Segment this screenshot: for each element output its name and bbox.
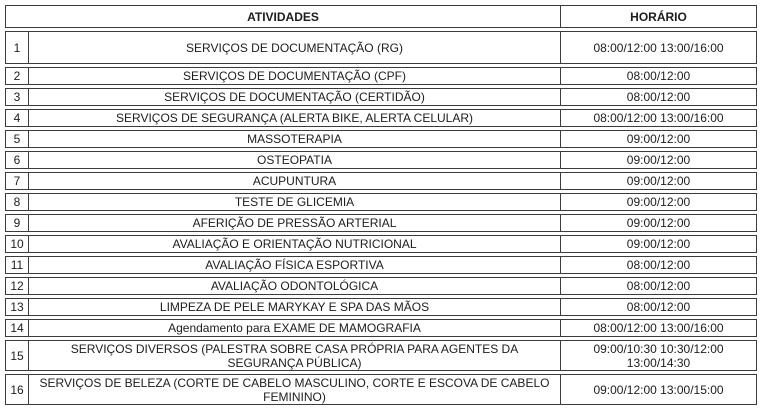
row-number: 7: [6, 173, 29, 189]
schedule-time: 09:00/10:30 10:30/12:00 13:00/14:30: [560, 341, 756, 370]
schedule-time: 08:00/12:00: [560, 257, 756, 273]
row-number: 8: [6, 194, 29, 210]
activity-name: SERVIÇOS DIVERSOS (PALESTRA SOBRE CASA PRÓPRIA PARA AGENTES DA SEGURANÇA PÚBLICA): [70, 341, 519, 370]
activity-name: AVALIAÇÃO ODONTOLÓGICA: [210, 279, 379, 293]
table-row: [5, 193, 757, 211]
schedule-time: 09:00/12:00: [560, 131, 756, 147]
schedule-table: [5, 5, 757, 405]
activity-name: TESTE DE GLICEMIA: [234, 195, 355, 209]
row-number: 16: [6, 375, 29, 404]
table-row: [5, 88, 757, 106]
schedule-time: 08:00/12:00: [560, 299, 756, 315]
row-number: 5: [6, 131, 29, 147]
schedule-time: 08:00/12:00: [560, 89, 756, 105]
table-row: [5, 214, 757, 232]
table-row: [5, 235, 757, 253]
table-row: [5, 130, 757, 148]
table-row: [5, 374, 757, 405]
table-row: [5, 340, 757, 371]
activity-name: SERVIÇOS DE DOCUMENTAÇÃO (CPF): [183, 69, 406, 83]
activity-name: OSTEOPATIA: [257, 153, 332, 167]
activity-name: SERVIÇOS DE SEGURANÇA (ALERTA BIKE, ALERTA CELULAR): [115, 111, 473, 125]
schedule-time: 09:00/12:00: [560, 215, 756, 231]
activity-name: LIMPEZA DE PELE MARYKAY E SPA DAS MÃOS: [159, 300, 430, 314]
schedule-time: 08:00/12:00 13:00/16:00: [560, 320, 756, 336]
activity-name: AFERIÇÃO DE PRESSÃO ARTERIAL: [192, 216, 397, 230]
row-number: 1: [6, 32, 29, 63]
schedule-time: 08:00/12:00 13:00/16:00: [560, 110, 756, 126]
schedule-time: 09:00/12:00: [560, 236, 756, 252]
schedule-time: 09:00/12:00: [560, 152, 756, 168]
schedule-time: 08:00/12:00: [560, 68, 756, 84]
activity-name: AVALIAÇÃO FÍSICA ESPORTIVA: [205, 258, 384, 272]
row-number: 12: [6, 278, 29, 294]
activity-name: AVALIAÇÃO E ORIENTAÇÃO NUTRICIONAL: [172, 237, 417, 251]
table-row: [5, 256, 757, 274]
table-row: [5, 67, 757, 85]
row-number: 13: [6, 299, 29, 315]
row-number: 2: [6, 68, 29, 84]
table-row: [5, 298, 757, 316]
schedule-time: 09:00/12:00: [560, 194, 756, 210]
table-header-row: [5, 5, 757, 28]
table-row: [5, 31, 757, 64]
row-number: 6: [6, 152, 29, 168]
row-number: 10: [6, 236, 29, 252]
schedule-time: 09:00/12:00: [560, 173, 756, 189]
row-number: 9: [6, 215, 29, 231]
schedule-time: 09:00/12:00 13:00/15:00: [560, 375, 756, 404]
row-number: 3: [6, 89, 29, 105]
schedule-time: 08:00/12:00 13:00/16:00: [560, 32, 756, 63]
activity-name: SERVIÇOS DE DOCUMENTAÇÃO (RG): [186, 40, 403, 55]
row-number: 11: [6, 257, 29, 273]
activity-name: ACUPUNTURA: [252, 174, 337, 188]
activity-name: SERVIÇOS DE BELEZA (CORTE DE CABELO MASCULINO, CORTE E ESCOVA DE CABELO FEMININO): [39, 375, 550, 404]
table-row: [5, 319, 757, 337]
table-row: [5, 172, 757, 190]
activity-name: SERVIÇOS DE DOCUMENTAÇÃO (CERTIDÃO): [164, 90, 425, 104]
table-row: [5, 109, 757, 127]
row-number: 4: [6, 110, 29, 126]
activity-name: Agendamento para EXAME DE MAMOGRAFIA: [168, 321, 421, 335]
table-row: [5, 277, 757, 295]
table-row: [5, 151, 757, 169]
row-number: 14: [6, 320, 29, 336]
schedule-time: 08:00/12:00: [560, 278, 756, 294]
schedule-column-header: HORÁRIO: [560, 6, 756, 27]
activities-column-header: ATIVIDADES: [247, 9, 319, 24]
activity-name: MASSOTERAPIA: [247, 132, 342, 146]
row-number: 15: [6, 341, 29, 370]
